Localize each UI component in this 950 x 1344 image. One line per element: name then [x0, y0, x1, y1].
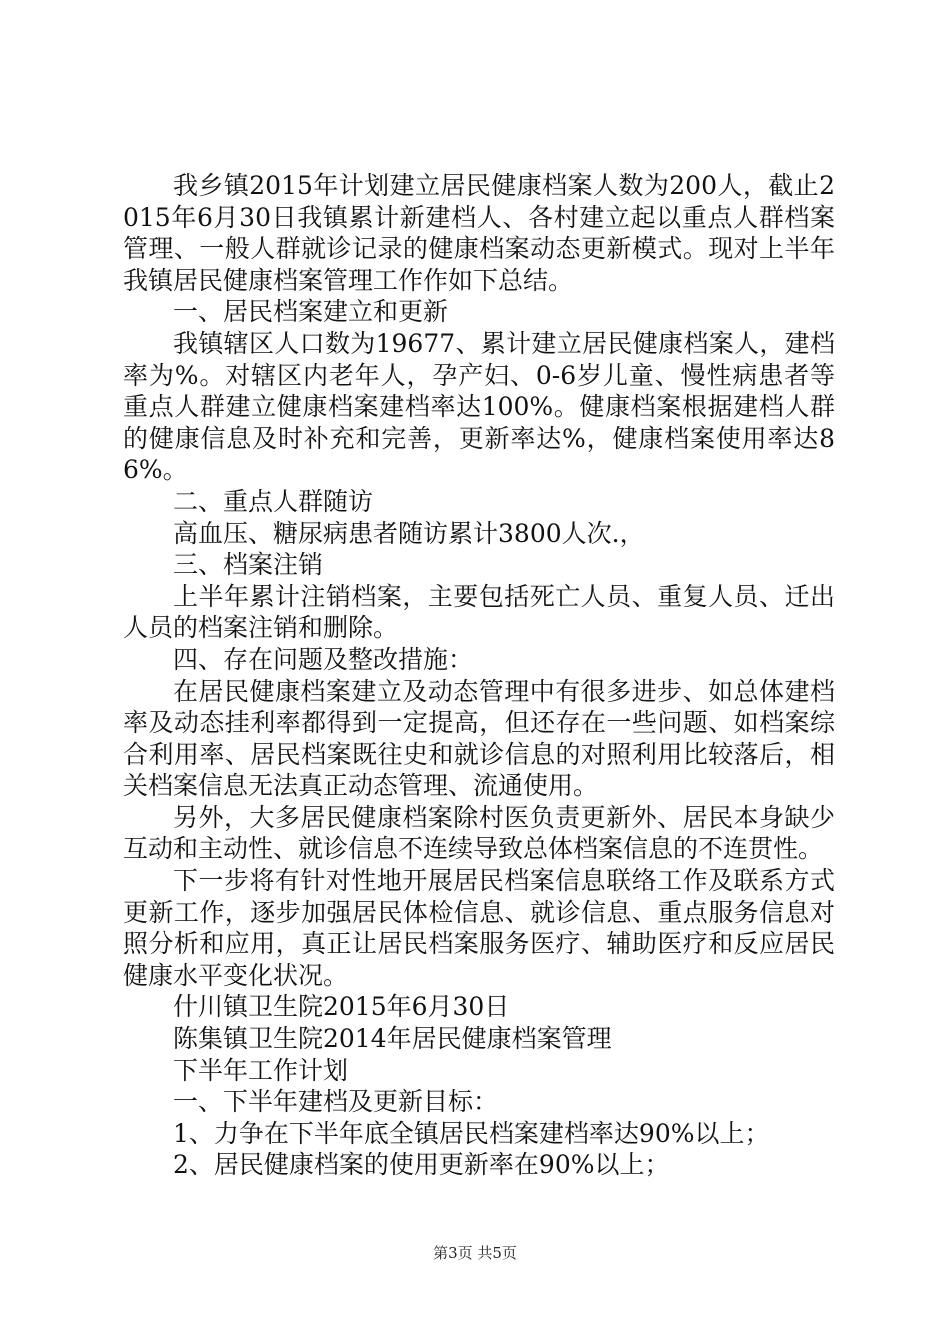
paragraph-problems: 在居民健康档案建立及动态管理中有很多进步、如总体建档率及动态挂利率都得到一定提高，但还存在一些问题、如档案综合利用率、居民档案既往史和就诊信息的对照利用比较落后，相关档案信息无法真正动态管理、流通使用。	[123, 676, 835, 801]
paragraph-archive-stats: 我镇辖区人口数为19677、累计建立居民健康档案人，建档率为%。对辖区内老年人，孕产妇、0-6岁儿童、慢性病患者等重点人群建立健康档案建档率达100%。健康档案根据建档人群的健康信息及时补充和完善，更新率达%，健康档案使用率达86%。	[123, 328, 835, 485]
document-body	[123, 170, 835, 1181]
heading-goals: 一、下半年建档及更新目标：	[173, 1087, 499, 1117]
goal-item-1: 1、力争在下半年底全镇居民档案建档率达90%以上；	[173, 1118, 770, 1148]
goal-item-2: 2、居民健康档案的使用更新率在90%以上；	[173, 1150, 670, 1180]
paragraph-cancel: 上半年累计注销档案，主要包括死亡人员、重复人员、迁出人员的档案注销和删除。	[123, 581, 835, 643]
signature-date: 什川镇卫生院2015年6月30日	[173, 992, 510, 1022]
heading-archive-establish: 一、居民档案建立和更新	[173, 297, 449, 327]
paragraph-additional: 另外，大多居民健康档案除村医负责更新外、居民本身缺少互动和主动性、就诊信息不连续导致总体档案信息的不连贯性。	[123, 802, 835, 864]
paragraph-intro: 我乡镇2015年计划建立居民健康档案人数为200人，截止2015年6月30日我镇累计新建档人、各村建立起以重点人群档案管理、一般人群就诊记录的健康档案动态更新模式。现对上半年我镇居民健康档案管理工作作如下总结。	[123, 171, 835, 295]
paragraph-next-steps: 下一步将有针对性地开展居民档案信息联络工作及联系方式更新工作，逐步加强居民体检信息、就诊信息、重点服务信息对照分析和应用，真正让居民档案服务医疗、辅助医疗和反应居民健康水平变化状况。	[123, 866, 835, 990]
section-title: 陈集镇卫生院2014年居民健康档案管理	[173, 1024, 612, 1054]
heading-cancel: 三、档案注销	[173, 550, 324, 580]
page-footer: 第3页 共5页	[433, 1244, 517, 1262]
heading-followup: 二、重点人群随访	[173, 486, 374, 516]
section-subtitle: 下半年工作计划	[173, 1055, 349, 1085]
heading-problems: 四、存在问题及整改措施：	[173, 644, 474, 674]
paragraph-followup: 高血压、糖尿病患者随访累计3800人次.，	[173, 518, 645, 548]
